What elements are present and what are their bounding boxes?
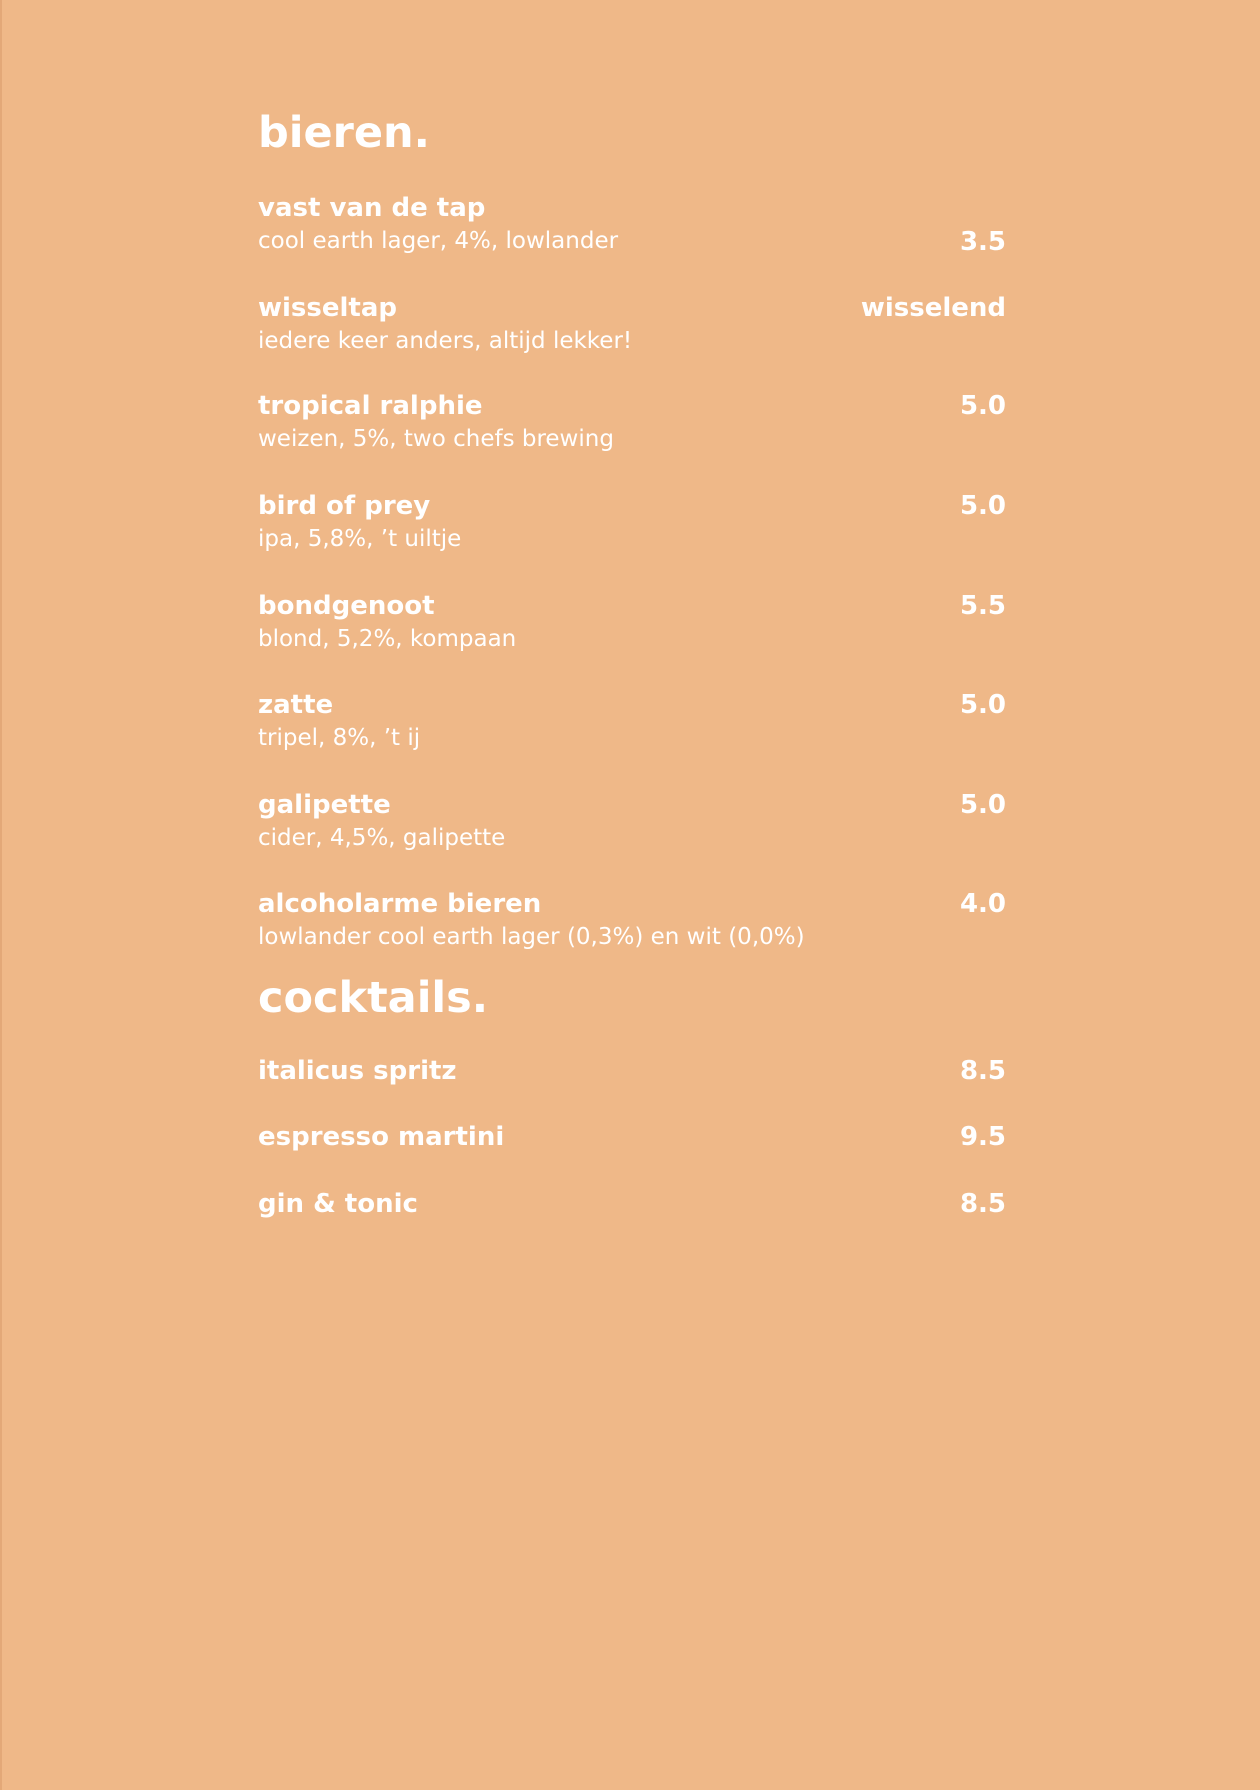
menu-item	[258, 1120, 1006, 1154]
item-price: 9.5	[959, 1122, 1006, 1152]
item-description: cider, 4,5%, galipette	[258, 825, 506, 851]
item-description: cool earth lager, 4%, lowlander	[258, 228, 619, 254]
item-name: wisseltap	[258, 293, 398, 323]
menu-item	[258, 1054, 1006, 1088]
item-price: 5.0	[959, 790, 1006, 820]
section-title-beers: bieren.	[258, 108, 430, 158]
menu-item	[258, 887, 1006, 957]
item-price: 5.0	[959, 690, 1006, 720]
item-description: weizen, 5%, two chefs brewing	[258, 426, 614, 452]
item-price: 5.5	[959, 591, 1006, 621]
menu-item	[258, 291, 1006, 361]
item-name: bondgenoot	[258, 591, 435, 621]
item-name: espresso martini	[258, 1122, 505, 1152]
item-description: iedere keer anders, altijd lekker!	[258, 328, 633, 354]
item-price: 5.0	[959, 491, 1006, 521]
item-description: lowlander cool earth lager (0,3%) en wit (0,0%)	[258, 924, 805, 950]
item-name: gin & tonic	[258, 1189, 418, 1219]
item-price: 4.0	[959, 889, 1006, 919]
menu-item	[258, 389, 1006, 459]
page-edge	[0, 0, 2, 1790]
menu-item	[258, 489, 1006, 559]
item-price: 5.0	[959, 391, 1006, 421]
item-price: 8.5	[959, 1056, 1006, 1086]
menu-item	[258, 191, 1006, 261]
item-description: blond, 5,2%, kompaan	[258, 626, 517, 652]
menu-item	[258, 589, 1006, 659]
item-name: alcoholarme bieren	[258, 889, 542, 919]
item-price: 3.5	[959, 227, 1006, 257]
item-price: 8.5	[959, 1189, 1006, 1219]
item-description: ipa, 5,8%, ’t uiltje	[258, 526, 462, 552]
item-name: tropical ralphie	[258, 391, 483, 421]
item-name: vast van de tap	[258, 193, 486, 223]
item-name: italicus spritz	[258, 1056, 457, 1086]
menu-item	[258, 1187, 1006, 1221]
item-name: zatte	[258, 690, 334, 720]
menu-item	[258, 788, 1006, 858]
item-name: bird of prey	[258, 491, 431, 521]
item-price: wisselend	[860, 293, 1006, 323]
menu-item	[258, 688, 1006, 758]
item-description: tripel, 8%, ’t ij	[258, 725, 421, 751]
item-name: galipette	[258, 790, 391, 820]
section-title-cocktails: cocktails.	[258, 973, 489, 1023]
